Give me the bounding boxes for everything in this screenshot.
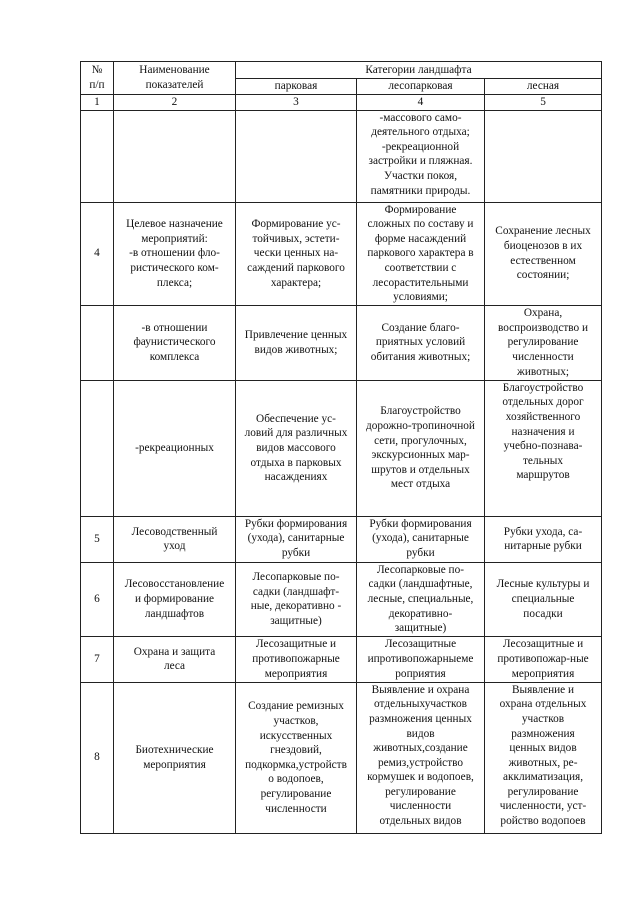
table-row: [81, 682, 602, 833]
row-forest: Лесозащитные и противопожар-ные мероприятия: [485, 636, 602, 682]
row-num: [81, 305, 114, 380]
row-name: Целевое назначение мероприятий: -в отношении фло- ристического ком- плекса;: [114, 202, 236, 305]
row-name: Лесоводственный уход: [114, 516, 236, 562]
row-name: -рекреационных: [114, 380, 236, 516]
row-forest-park: Рубки формирования (ухода), санитарные рубки: [357, 516, 485, 562]
row-name: Биотехнические мероприятия: [114, 682, 236, 833]
col-number-2: 2: [114, 95, 236, 111]
row-name: [114, 110, 236, 202]
row-park: Создание ремизных участков, искусственных гнездовий, подкормка,устройств о водопоев, регулирование численности: [236, 682, 357, 833]
row-forest-park: Лесопарковые по- садки (ландшафтные, лесные, специальные, декоративно- защитные): [357, 562, 485, 636]
row-park: Привлечение ценных видов животных;: [236, 305, 357, 380]
row-forest: [485, 110, 602, 202]
table-row: [81, 305, 602, 380]
table-row: [81, 202, 602, 305]
col-number-1: 1: [81, 95, 114, 111]
row-forest: Охрана, воспроизводство и регулирование численности животных;: [485, 305, 602, 380]
header-name: Наименование показателей: [114, 62, 236, 95]
row-forest: Рубки ухода, са- нитарные рубки: [485, 516, 602, 562]
col-number-3: 3: [236, 95, 357, 111]
row-forest-park: Лесозащитные ипротивопожарныеме роприятия: [357, 636, 485, 682]
landscape-measures-table: [80, 61, 602, 834]
header-park: парковая: [236, 79, 357, 95]
row-park: Рубки формирования (ухода), санитарные рубки: [236, 516, 357, 562]
row-forest-park: -массового само- деятельного отдыха; -рекреационной застройки и пляжная. Участки покоя, памятники природы.: [357, 110, 485, 202]
row-num: [81, 110, 114, 202]
row-num: [81, 380, 114, 516]
row-forest-park: Формирование сложных по составу и форме насаждений паркового характера в соответствии с лесорастительными условиями;: [357, 202, 485, 305]
table-row: [81, 380, 602, 516]
row-num: 4: [81, 202, 114, 305]
col-number-4: 4: [357, 95, 485, 111]
row-park: Лесозащитные и противопожарные мероприятия: [236, 636, 357, 682]
header-forest-park: лесопарковая: [357, 79, 485, 95]
row-name: -в отношении фаунистического комплекса: [114, 305, 236, 380]
table-row: [81, 562, 602, 636]
row-name: Лесовосстановление и формирование ландшафтов: [114, 562, 236, 636]
row-forest: Сохранение лесных биоценозов в их естественном состоянии;: [485, 202, 602, 305]
row-park: Обеспечение ус- ловий для различных видов массового отдыха в парковых насаждениях: [236, 380, 357, 516]
row-forest: Выявление и охрана отдельных участков размножения ценных видов животных, ре- акклиматизация, регулирование численности, уст- ройство водопоев: [485, 682, 602, 833]
table-row: [81, 110, 602, 202]
header-num: № п/п: [81, 62, 114, 95]
row-forest-park: Выявление и охрана отдельныхучастков размножения ценных видов животных,создание ремиз,устройство кормушек и водопоев, регулирование численности отдельных видов: [357, 682, 485, 833]
table-row: [81, 636, 602, 682]
row-num: 5: [81, 516, 114, 562]
col-number-5: 5: [485, 95, 602, 111]
header-forest: лесная: [485, 79, 602, 95]
row-name: Охрана и защита леса: [114, 636, 236, 682]
row-park: Формирование ус- тойчивых, эстети- чески ценных на- саждений паркового характера;: [236, 202, 357, 305]
table-row: [81, 516, 602, 562]
row-forest: Благоустройство отдельных дорог хозяйственного назначения и учебно-познава- тельных маршрутов: [485, 380, 602, 516]
row-park: Лесопарковые по- садки (ландшафт- ные, декоративно - защитные): [236, 562, 357, 636]
row-num: 8: [81, 682, 114, 833]
row-num: 6: [81, 562, 114, 636]
row-forest-park: Создание благо- приятных условий обитания животных;: [357, 305, 485, 380]
row-forest-park: Благоустройство дорожно-тропиночной сети, прогулочных, экскурсионных мар- шрутов и отдельных мест отдыха: [357, 380, 485, 516]
row-forest: Лесные культуры и специальные посадки: [485, 562, 602, 636]
row-park: [236, 110, 357, 202]
row-num: 7: [81, 636, 114, 682]
header-categories: Категории ландшафта: [236, 62, 602, 79]
